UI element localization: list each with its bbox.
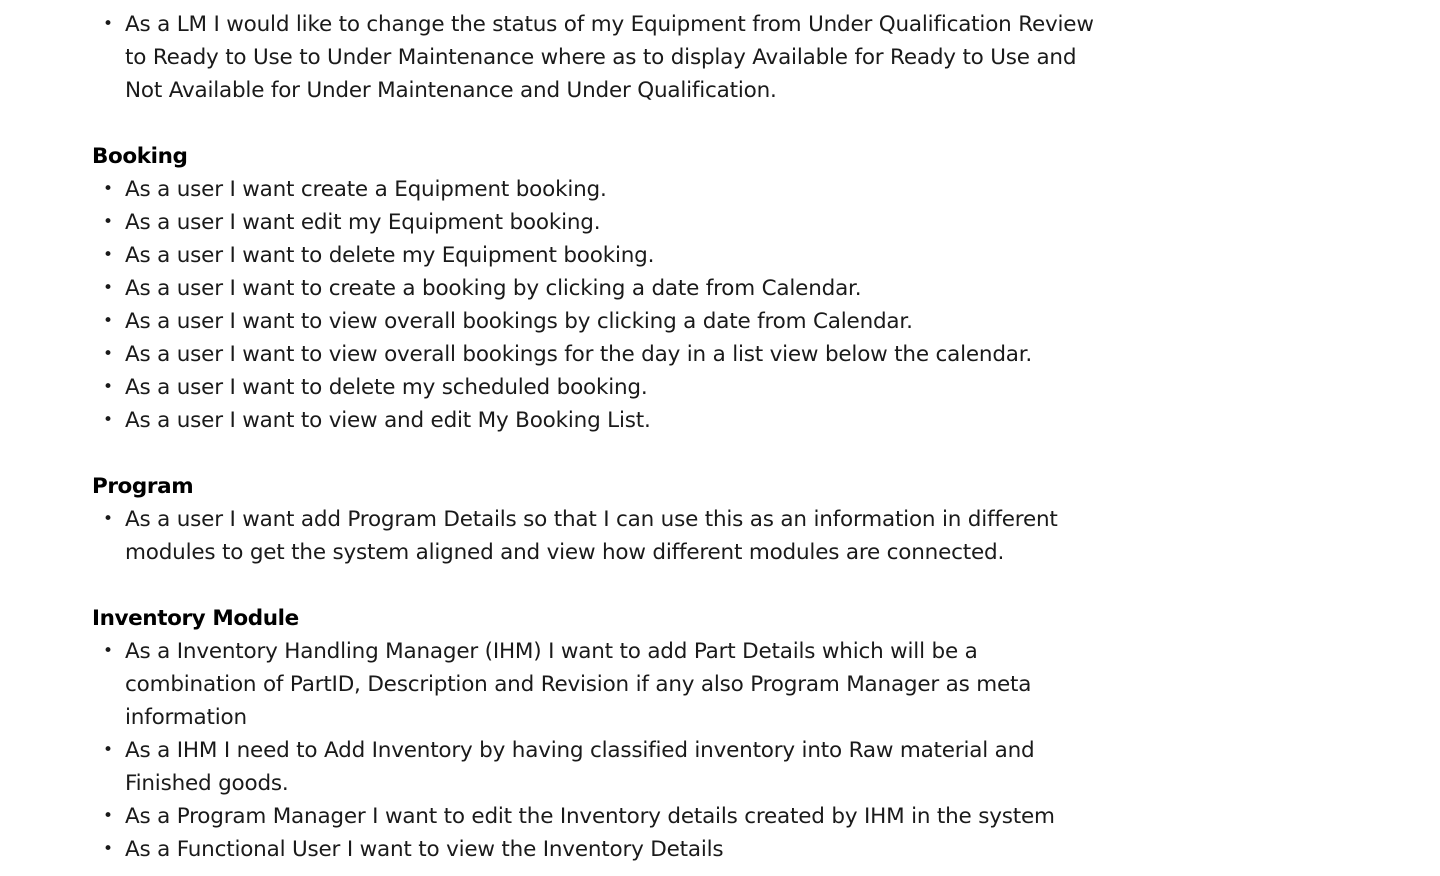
section-spacer (92, 107, 1102, 140)
inventory-heading: Inventory Module (92, 606, 299, 631)
list-item: • As a user I want to view overall bookings by clicking a date from Calendar. (92, 305, 1102, 338)
document-content (92, 8, 1102, 866)
list-item: • As a Functional User I want to view the Inventory Details (92, 833, 1102, 866)
list-item: • As a Inventory Handling Manager (IHM) I want to add Part Details which will be a combination of PartID, Description and Revision if any also Program Manager as meta information (92, 635, 1102, 734)
list-item: • As a user I want to view and edit My Booking List. (92, 404, 1102, 437)
section-spacer (92, 437, 1102, 470)
list-item: • As a user I want to create a booking by clicking a date from Calendar. (92, 272, 1102, 305)
list-item: • As a user I want add Program Details so that I can use this as an information in different modules to get the system aligned and view how different modules are connected. (92, 503, 1102, 569)
list-item: • As a user I want edit my Equipment booking. (92, 206, 1102, 239)
program-heading: Program (92, 474, 194, 499)
intro-list (92, 8, 1102, 107)
booking-list (92, 173, 1102, 437)
list-item: • As a user I want to delete my scheduled booking. (92, 371, 1102, 404)
booking-heading: Booking (92, 144, 188, 169)
list-item: • As a user I want to delete my Equipment booking. (92, 239, 1102, 272)
section-spacer (92, 569, 1102, 602)
list-item: • As a IHM I need to Add Inventory by having classified inventory into Raw material and Finished goods. (92, 734, 1102, 800)
inventory-list (92, 635, 1102, 866)
program-list (92, 503, 1102, 569)
list-item: • As a user I want to view overall bookings for the day in a list view below the calendar. (92, 338, 1102, 371)
list-item: • As a Program Manager I want to edit the Inventory details created by IHM in the system (92, 800, 1102, 833)
list-item: • As a user I want create a Equipment booking. (92, 173, 1102, 206)
list-item: • As a LM I would like to change the status of my Equipment from Under Qualification Review to Ready to Use to Under Maintenance where as to display Available for Ready to Use and Not Available for Under Maintenance and Under Qualification. (92, 8, 1102, 107)
